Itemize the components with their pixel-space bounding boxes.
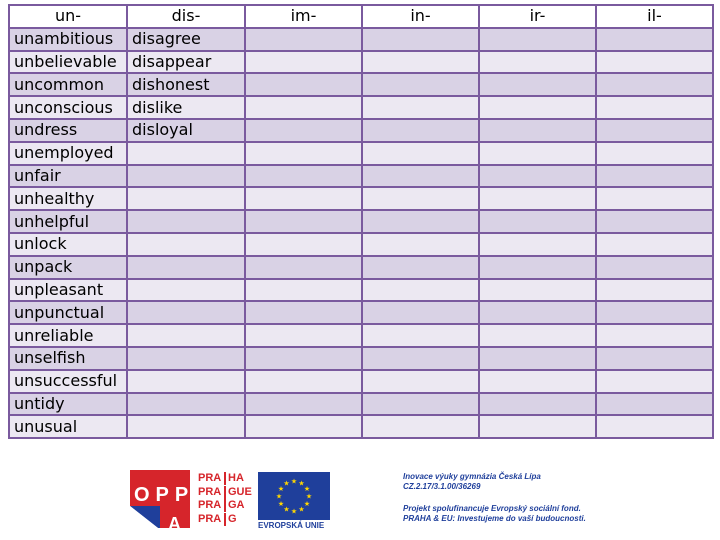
table-cell [362, 142, 479, 165]
header-im: im- [245, 5, 362, 28]
table-cell [479, 187, 596, 210]
header-ir: ir- [479, 5, 596, 28]
table-cell [596, 233, 713, 256]
table-cell [127, 370, 245, 393]
table-row [9, 210, 713, 233]
table-cell [362, 28, 479, 51]
eu-flag-icon [258, 472, 330, 520]
table-cell: unpack [9, 256, 127, 279]
eu-star-icon: ★ [277, 501, 285, 508]
table-cell [596, 51, 713, 74]
table-cell: unlock [9, 233, 127, 256]
table-cell [362, 233, 479, 256]
table-cell [245, 393, 362, 416]
table-cell: disloyal [127, 119, 245, 142]
table-cell [362, 415, 479, 438]
table-cell [479, 28, 596, 51]
table-cell [245, 347, 362, 370]
table-cell [479, 73, 596, 96]
table-cell: disagree [127, 28, 245, 51]
table-cell [362, 96, 479, 119]
praha-logo-right: HA [224, 472, 254, 485]
table-cell: unhealthy [9, 187, 127, 210]
table-cell [596, 119, 713, 142]
table-cell [479, 324, 596, 347]
table-cell [479, 96, 596, 119]
table-cell [362, 324, 479, 347]
table-cell: unbelievable [9, 51, 127, 74]
eu-label: EVROPSKÁ UNIE [258, 521, 325, 530]
table-row [9, 279, 713, 302]
praha-logo [198, 472, 250, 528]
table-row [9, 165, 713, 188]
table-cell: unreliable [9, 324, 127, 347]
table-cell [479, 347, 596, 370]
table-cell: unemployed [9, 142, 127, 165]
header-dis: dis- [127, 5, 245, 28]
table-row [9, 415, 713, 438]
eu-star-icon: ★ [283, 480, 290, 488]
table-cell: unhelpful [9, 210, 127, 233]
praha-logo-right: GUE [224, 486, 254, 499]
praha-logo-row [198, 486, 250, 499]
table-row [9, 51, 713, 74]
praha-logo-left: PRA [198, 499, 222, 511]
opp-letter-a: A [168, 514, 181, 534]
table-cell: dislike [127, 96, 245, 119]
table-cell [479, 256, 596, 279]
praha-logo-right: G [224, 513, 254, 526]
table-cell [127, 187, 245, 210]
table-cell: unambitious [9, 28, 127, 51]
table-cell [596, 96, 713, 119]
eu-star-icon: ★ [303, 501, 311, 508]
table-cell [127, 415, 245, 438]
table-row [9, 96, 713, 119]
table-cell [245, 51, 362, 74]
table-cell [245, 370, 362, 393]
table-row [9, 301, 713, 324]
table-cell [127, 256, 245, 279]
table-cell: unsuccessful [9, 370, 127, 393]
table-cell [479, 51, 596, 74]
praha-logo-left: PRA [198, 512, 222, 525]
table-cell: unpleasant [9, 279, 127, 302]
table-cell: undress [9, 119, 127, 142]
table-cell: unpunctual [9, 301, 127, 324]
table-cell [362, 51, 479, 74]
project-text [403, 472, 703, 524]
table-cell: uncommon [9, 73, 127, 96]
table-cell [245, 210, 362, 233]
header-un: un- [9, 5, 127, 28]
praha-logo-row [198, 513, 250, 526]
table-cell [245, 28, 362, 51]
table-cell [245, 142, 362, 165]
project-line-2: CZ.2.17/3.1.00/36269 [403, 482, 481, 491]
eu-star-icon: ★ [275, 493, 283, 501]
table-row [9, 393, 713, 416]
header-in: in- [362, 5, 479, 28]
table-cell [127, 279, 245, 302]
table-cell [596, 415, 713, 438]
table-cell [479, 370, 596, 393]
table-cell [245, 279, 362, 302]
table-cell [127, 165, 245, 188]
table-cell [245, 301, 362, 324]
table-row [9, 119, 713, 142]
table-cell [479, 210, 596, 233]
table-cell: unselfish [9, 347, 127, 370]
prefix-table [8, 4, 714, 439]
eu-star-icon: ★ [283, 506, 290, 514]
table-cell [362, 165, 479, 188]
table-cell [596, 301, 713, 324]
table-row [9, 256, 713, 279]
table-cell [596, 165, 713, 188]
table-cell [596, 347, 713, 370]
table-cell [362, 301, 479, 324]
table-cell [127, 301, 245, 324]
table-cell [596, 73, 713, 96]
table-cell [245, 256, 362, 279]
eu-star-icon: ★ [277, 486, 285, 493]
table-cell [362, 187, 479, 210]
table-cell [245, 165, 362, 188]
table-row [9, 324, 713, 347]
table-cell [596, 279, 713, 302]
table-cell [479, 233, 596, 256]
table-cell [479, 119, 596, 142]
eu-star-icon: ★ [298, 506, 305, 514]
eu-star-icon: ★ [298, 480, 305, 488]
table-row [9, 73, 713, 96]
table-cell [479, 393, 596, 416]
table-cell [479, 415, 596, 438]
table-cell [245, 233, 362, 256]
table-cell [479, 301, 596, 324]
project-line-1: Inovace výuky gymnázia Česká Lípa [403, 472, 541, 481]
table-cell [596, 370, 713, 393]
table-cell [127, 233, 245, 256]
table-cell [362, 256, 479, 279]
table-row [9, 142, 713, 165]
eu-star-icon: ★ [290, 478, 298, 486]
table-cell [362, 370, 479, 393]
header-row [9, 5, 713, 28]
table-cell [479, 142, 596, 165]
praha-logo-left: PRA [198, 485, 222, 498]
table-cell: unusual [9, 415, 127, 438]
footer [0, 460, 720, 540]
table-cell [245, 73, 362, 96]
header-il: il- [596, 5, 713, 28]
funding-line-2: PRAHA & EU: Investujeme do vaší budoucnosti. [403, 514, 586, 523]
table-cell [362, 393, 479, 416]
eu-star-icon: ★ [290, 508, 298, 516]
table-cell [245, 96, 362, 119]
eu-star-icon: ★ [303, 486, 311, 493]
table-cell [127, 210, 245, 233]
table-cell [362, 279, 479, 302]
table-cell [362, 347, 479, 370]
table-cell [596, 210, 713, 233]
table-cell [596, 324, 713, 347]
table-cell [596, 187, 713, 210]
table-cell: unconscious [9, 96, 127, 119]
table-cell [362, 73, 479, 96]
eu-star-icon: ★ [305, 493, 313, 501]
opp-letters: OPP [134, 484, 195, 506]
table-cell [596, 142, 713, 165]
table-cell [479, 279, 596, 302]
table-cell [362, 210, 479, 233]
praha-logo-row [198, 472, 250, 485]
table-row [9, 28, 713, 51]
table-cell [127, 347, 245, 370]
table-row [9, 370, 713, 393]
table-cell [245, 187, 362, 210]
table-row [9, 347, 713, 370]
table-cell: unfair [9, 165, 127, 188]
table-cell [479, 165, 596, 188]
table-cell [362, 119, 479, 142]
table-row [9, 187, 713, 210]
praha-logo-right: GA [224, 499, 254, 512]
table-cell: disappear [127, 51, 245, 74]
praha-logo-row [198, 499, 250, 512]
table-cell [245, 324, 362, 347]
opp-logo [130, 470, 195, 534]
table-cell [596, 28, 713, 51]
table-cell [127, 142, 245, 165]
praha-logo-left: PRA [198, 472, 222, 484]
funding-line-1: Projekt spolufinancuje Evropský sociální fond. [403, 504, 581, 513]
table-cell: untidy [9, 393, 127, 416]
table-cell: dishonest [127, 73, 245, 96]
table-cell [596, 393, 713, 416]
table-cell [127, 393, 245, 416]
table-cell [245, 119, 362, 142]
table-cell [245, 415, 362, 438]
table-cell [127, 324, 245, 347]
table-row [9, 233, 713, 256]
table-cell [596, 256, 713, 279]
